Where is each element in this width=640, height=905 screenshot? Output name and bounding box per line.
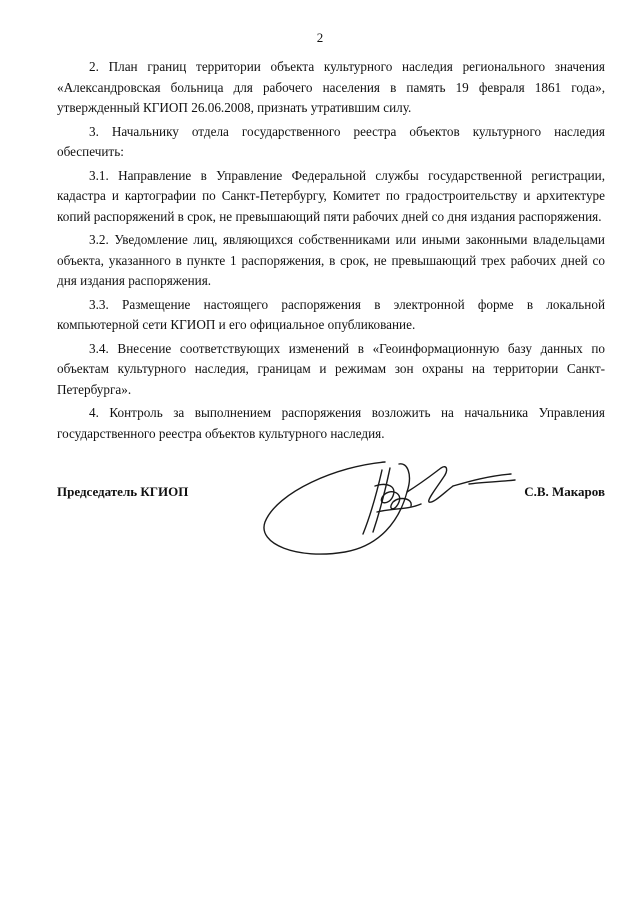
- paragraph-3-4: 3.4. Внесение соответствующих изменений в «Геоинформационную базу данных по объектам культурного наследия, границам и режимам зон охраны на территории Санкт-Петербурга».: [57, 340, 605, 397]
- signer-title: Председатель КГИОП: [57, 484, 189, 499]
- page-number: 2: [316, 30, 324, 45]
- signature-block: [57, 478, 605, 578]
- paragraph-3-3: 3.3. Размещение настоящего распоряжения в электронной форме в локальной компьютерной сети КГИОП и его официальное опубликование.: [57, 296, 605, 332]
- document-body: [57, 57, 605, 447]
- paragraph-4: 4. Контроль за выполнением распоряжения возложить на начальника Управления государственного реестра объектов культурного наследия.: [57, 405, 605, 441]
- paragraph-3-1: 3.1. Направление в Управление Федеральной службы государственной регистрации, кадастра и картографии по Санкт-Петербургу, Комитет по градостроительству и архитектуре копий распоряжений в срок, не превышающий пяти рабочих дней со дня издания распоряжения.: [57, 167, 605, 224]
- paragraph-3-2: 3.2. Уведомление лиц, являющихся собственниками или иными законными владельцами объекта, указанного в пункте 1 распоряжения, в срок, не превышающий трех рабочих дней со дня издания распоряжения.: [57, 232, 605, 288]
- paragraph-3: 3. Начальнику отдела государственного реестра объектов культурного наследия обеспечить:: [57, 123, 605, 159]
- handwritten-signature: [257, 452, 517, 572]
- signer-name: С.В. Макаров: [524, 484, 605, 499]
- paragraph-2: 2. План границ территории объекта культурного наследия регионального значения «Александровская больница для рабочего населения в память 19 февраля 1861 года», утвержденный КГИОП 26.06.2008, признать утратившим силу.: [57, 59, 605, 115]
